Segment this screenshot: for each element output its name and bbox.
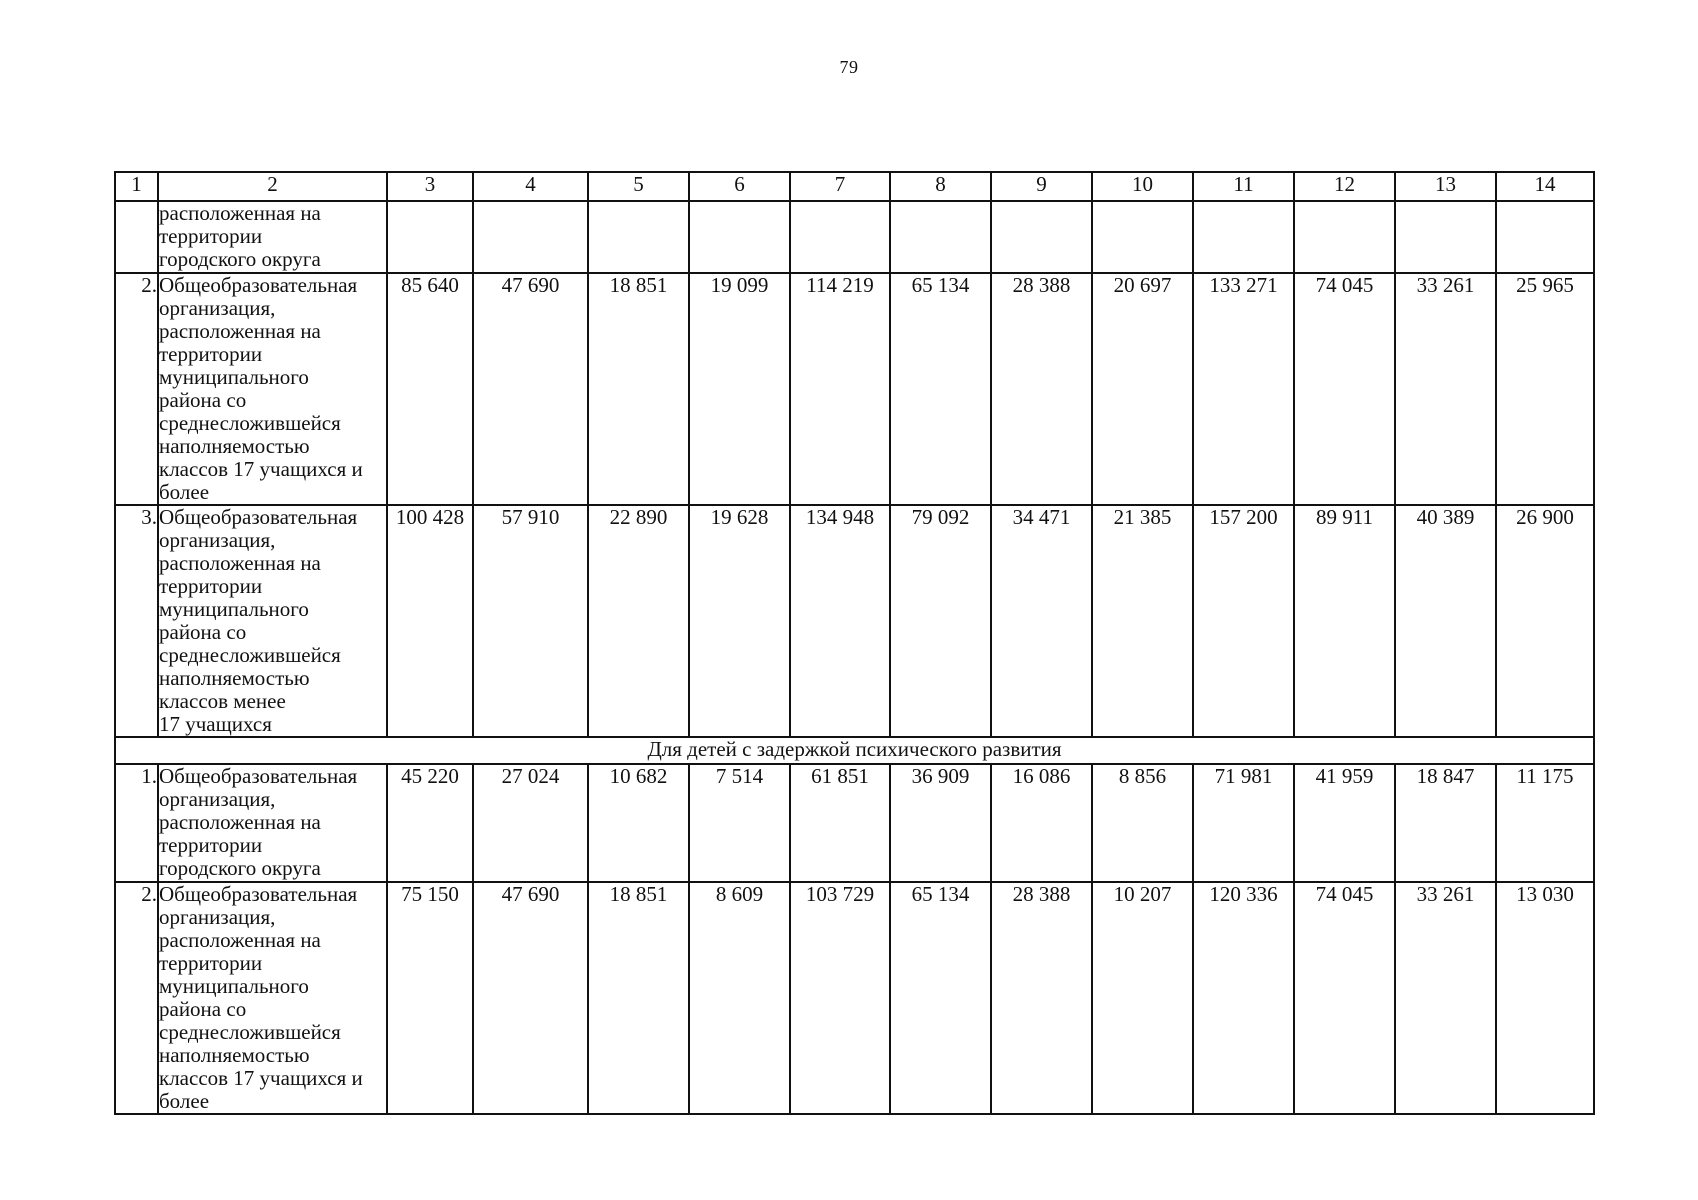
- cell-value: 36 909: [890, 764, 991, 882]
- cell-value: 10 682: [588, 764, 689, 882]
- cell-value: 65 134: [890, 273, 991, 505]
- table-row: [115, 273, 1594, 505]
- cell-value: 19 099: [689, 273, 790, 505]
- column-number: 12: [1294, 172, 1395, 201]
- cell-value: 65 134: [890, 882, 991, 1114]
- cell-value: 33 261: [1395, 273, 1496, 505]
- table-row: [115, 201, 1594, 273]
- cell-value: 10 207: [1092, 882, 1193, 1114]
- cell-value: 75 150: [387, 882, 473, 1114]
- column-number: 6: [689, 172, 790, 201]
- cell-value: [1193, 201, 1294, 273]
- cell-value: 18 851: [588, 273, 689, 505]
- page-number: 79: [839, 57, 859, 77]
- cell-value: [473, 201, 588, 273]
- cell-value: 34 471: [991, 505, 1092, 737]
- data-table: [114, 171, 1595, 1115]
- cell-value: [991, 201, 1092, 273]
- cell-value: 18 847: [1395, 764, 1496, 882]
- cell-value: 20 697: [1092, 273, 1193, 505]
- cell-value: 25 965: [1496, 273, 1594, 505]
- cell-value: 28 388: [991, 273, 1092, 505]
- cell-value: [1092, 201, 1193, 273]
- cell-value: 79 092: [890, 505, 991, 737]
- organization-name: Общеобразовательная организация, расположенная на территории городского округа: [158, 764, 387, 882]
- cell-value: 22 890: [588, 505, 689, 737]
- cell-value: 100 428: [387, 505, 473, 737]
- cell-value: 18 851: [588, 882, 689, 1114]
- column-number: 14: [1496, 172, 1594, 201]
- cell-value: [689, 201, 790, 273]
- cell-value: 157 200: [1193, 505, 1294, 737]
- cell-value: 74 045: [1294, 882, 1395, 1114]
- column-number: 1: [115, 172, 158, 201]
- cell-value: [1395, 201, 1496, 273]
- row-number: 1.: [115, 764, 158, 882]
- cell-value: 61 851: [790, 764, 890, 882]
- cell-value: 33 261: [1395, 882, 1496, 1114]
- cell-value: 47 690: [473, 273, 588, 505]
- cell-value: [1294, 201, 1395, 273]
- cell-value: 134 948: [790, 505, 890, 737]
- column-number: 5: [588, 172, 689, 201]
- cell-value: 7 514: [689, 764, 790, 882]
- cell-value: 89 911: [1294, 505, 1395, 737]
- cell-value: [790, 201, 890, 273]
- cell-value: 114 219: [790, 273, 890, 505]
- cell-value: 45 220: [387, 764, 473, 882]
- cell-value: 85 640: [387, 273, 473, 505]
- column-number: 10: [1092, 172, 1193, 201]
- table-row: [115, 882, 1594, 1114]
- cell-value: 103 729: [790, 882, 890, 1114]
- row-number: 3.: [115, 505, 158, 737]
- row-number: 2.: [115, 273, 158, 505]
- cell-value: 16 086: [991, 764, 1092, 882]
- cell-value: 120 336: [1193, 882, 1294, 1114]
- column-number: 8: [890, 172, 991, 201]
- section-title: Для детей с задержкой психического развития: [115, 737, 1594, 764]
- row-number: 2.: [115, 882, 158, 1114]
- cell-value: 74 045: [1294, 273, 1395, 505]
- cell-value: 40 389: [1395, 505, 1496, 737]
- table-row: [115, 764, 1594, 882]
- column-number: 4: [473, 172, 588, 201]
- column-number: 2: [158, 172, 387, 201]
- cell-value: 27 024: [473, 764, 588, 882]
- section-row: [115, 737, 1594, 764]
- cell-value: 13 030: [1496, 882, 1594, 1114]
- organization-name: Общеобразовательная организация, расположенная на территории муниципального района со среднесложившейся наполняемостью классов менее 17 учащихся: [158, 505, 387, 737]
- cell-value: 11 175: [1496, 764, 1594, 882]
- cell-value: 71 981: [1193, 764, 1294, 882]
- column-number: 9: [991, 172, 1092, 201]
- cell-value: 26 900: [1496, 505, 1594, 737]
- organization-name: Общеобразовательная организация, расположенная на территории муниципального района со среднесложившейся наполняемостью классов 17 учащихся и более: [158, 273, 387, 505]
- cell-value: [890, 201, 991, 273]
- cell-value: 28 388: [991, 882, 1092, 1114]
- column-number: 3: [387, 172, 473, 201]
- cell-value: [1496, 201, 1594, 273]
- row-number: [115, 201, 158, 273]
- organization-name: расположенная на территории городского округа: [158, 201, 387, 273]
- cell-value: 21 385: [1092, 505, 1193, 737]
- cell-value: 41 959: [1294, 764, 1395, 882]
- cell-value: 8 856: [1092, 764, 1193, 882]
- cell-value: 57 910: [473, 505, 588, 737]
- cell-value: 8 609: [689, 882, 790, 1114]
- column-number: 13: [1395, 172, 1496, 201]
- cell-value: 133 271: [1193, 273, 1294, 505]
- column-number-row: [115, 172, 1594, 201]
- table-row: [115, 505, 1594, 737]
- cell-value: 19 628: [689, 505, 790, 737]
- column-number: 7: [790, 172, 890, 201]
- cell-value: [588, 201, 689, 273]
- column-number: 11: [1193, 172, 1294, 201]
- cell-value: 47 690: [473, 882, 588, 1114]
- organization-name: Общеобразовательная организация, расположенная на территории муниципального района со среднесложившейся наполняемостью классов 17 учащихся и более: [158, 882, 387, 1114]
- cell-value: [387, 201, 473, 273]
